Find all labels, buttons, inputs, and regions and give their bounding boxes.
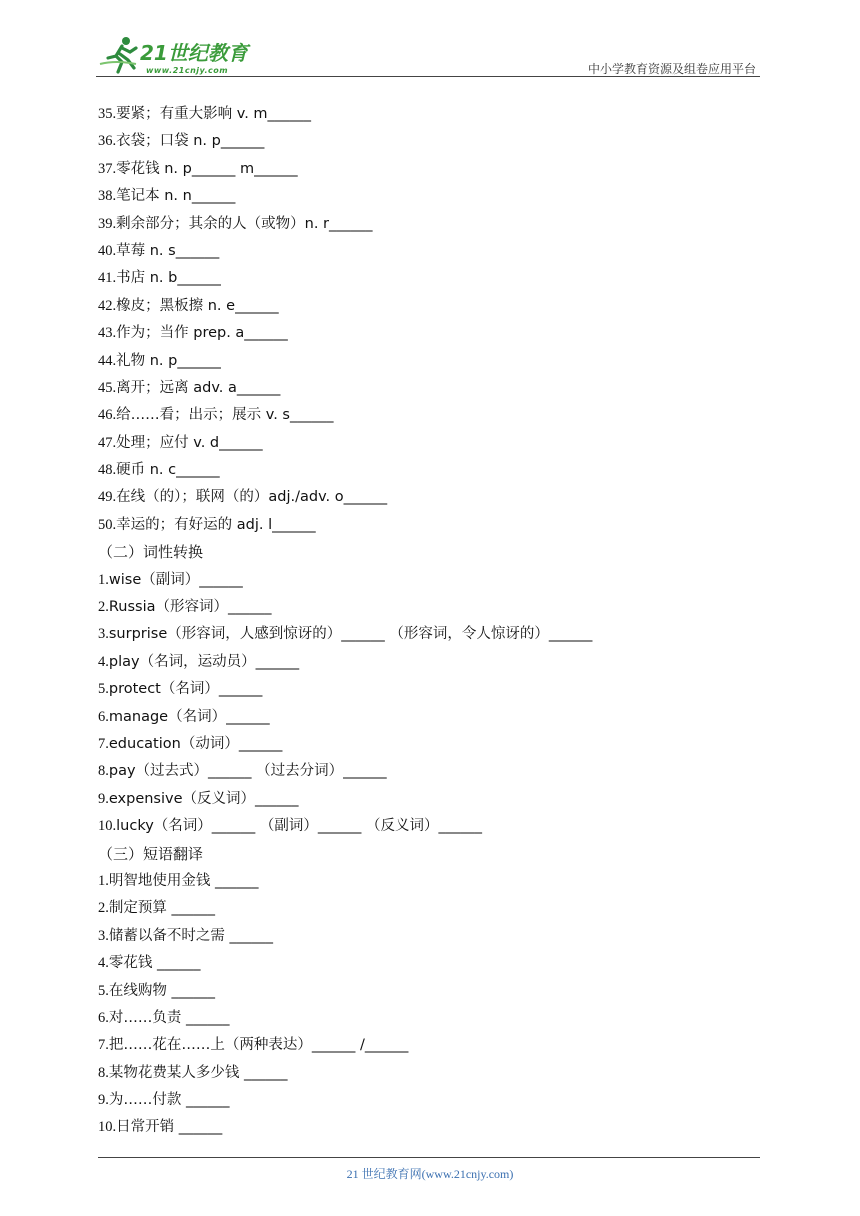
item-text: manage（名词）______ <box>108 708 270 725</box>
word-form-item <box>98 567 758 594</box>
item-number: 40. <box>98 242 117 259</box>
phrase-item <box>98 978 758 1005</box>
item-number: 48. <box>98 462 117 479</box>
phrase-item <box>98 1114 758 1141</box>
item-number: 41. <box>98 270 117 287</box>
vocab-item <box>98 265 758 292</box>
item-number: 5. <box>98 982 109 999</box>
word-form-item <box>98 594 758 621</box>
item-text: wise（副词）______ <box>108 571 243 588</box>
phrase-item <box>98 1032 758 1059</box>
item-text: 橡皮；黑板擦 n. e______ <box>116 297 279 314</box>
footer-divider <box>98 1157 760 1158</box>
item-text: 把……花在……上（两种表达）______ /______ <box>108 1037 409 1054</box>
item-text: 零花钱 ______ <box>108 955 201 972</box>
item-number: 9. <box>98 790 109 807</box>
item-number: 2. <box>98 599 109 616</box>
word-form-item <box>98 786 758 813</box>
word-forms-list <box>98 567 758 841</box>
item-text: 幸运的；有好运的 adj. l______ <box>116 516 316 533</box>
vocab-item <box>98 211 758 238</box>
item-number: 44. <box>98 352 117 369</box>
item-text: 在线购物 ______ <box>108 982 215 999</box>
vocab-item <box>98 183 758 210</box>
item-number: 38. <box>98 188 117 205</box>
vocab-item <box>98 320 758 347</box>
vocab-item <box>98 293 758 320</box>
section-title-phrases: （三）短语翻译 <box>98 844 204 863</box>
vocab-item <box>98 348 758 375</box>
phrase-item <box>98 868 758 895</box>
section-title-word-forms: （二）词性转换 <box>98 543 204 562</box>
site-logo <box>96 34 266 78</box>
header-platform-text: 中小学教育资源及组卷应用平台 <box>587 62 756 76</box>
word-form-item <box>98 676 758 703</box>
item-text: 笔记本 n. n______ <box>116 188 236 205</box>
phrases-list <box>98 868 758 1142</box>
vocab-list <box>98 101 758 539</box>
page-footer: 21 世纪教育网(www.21cnjy.com) <box>346 1167 514 1181</box>
worksheet-content <box>98 101 758 1142</box>
item-number: 1. <box>98 571 109 588</box>
item-text: 剩余部分；其余的人（或物）n. r______ <box>116 215 373 232</box>
item-text: 日常开销 ______ <box>116 1119 223 1136</box>
vocab-item <box>98 484 758 511</box>
vocab-item <box>98 457 758 484</box>
item-number: 6. <box>98 708 109 725</box>
item-text: 给……看；出示；展示 v. s______ <box>116 407 334 424</box>
item-text: 零花钱 n. p______ m______ <box>116 160 298 177</box>
word-form-item <box>98 731 758 758</box>
item-text: 对……负责 ______ <box>108 1009 230 1026</box>
vocab-item <box>98 238 758 265</box>
item-number: 1. <box>98 872 109 889</box>
vocab-item <box>98 402 758 429</box>
item-text: surprise（形容词，人感到惊讶的）______ （形容词，令人惊讶的）______ <box>108 626 593 643</box>
item-number: 2. <box>98 900 109 917</box>
item-number: 5. <box>98 681 109 698</box>
item-text: 礼物 n. p______ <box>116 352 221 369</box>
item-number: 9. <box>98 1092 109 1109</box>
item-number: 3. <box>98 927 109 944</box>
item-number: 37. <box>98 160 117 177</box>
word-form-item <box>98 621 758 648</box>
item-number: 10. <box>98 1119 117 1136</box>
item-number: 39. <box>98 215 117 232</box>
item-text: pay（过去式）______ （过去分词）______ <box>108 763 387 780</box>
item-number: 46. <box>98 407 117 424</box>
item-number: 36. <box>98 133 117 150</box>
vocab-item <box>98 101 758 128</box>
phrase-item <box>98 1060 758 1087</box>
item-text: 某物花费某人多少钱 ______ <box>108 1064 288 1081</box>
word-form-item <box>98 704 758 731</box>
item-text: 在线（的）；联网（的）adj./adv. o______ <box>116 489 388 506</box>
item-number: 10. <box>98 818 117 835</box>
item-text: 草莓 n. s______ <box>116 242 220 259</box>
item-number: 47. <box>98 434 117 451</box>
word-form-item <box>98 758 758 785</box>
item-text: 书店 n. b______ <box>116 270 221 287</box>
item-text: 硬币 n. c______ <box>116 462 220 479</box>
item-number: 49. <box>98 489 117 506</box>
word-form-item <box>98 813 758 840</box>
item-text: 储蓄以备不时之需 ______ <box>108 927 273 944</box>
logo-graphic <box>96 34 266 78</box>
item-number: 7. <box>98 1037 109 1054</box>
svg-text:www.21cnjy.com: www.21cnjy.com <box>146 66 229 75</box>
item-text: 离开；远离 adv. a______ <box>116 379 281 396</box>
item-text: 处理；应付 v. d______ <box>116 434 263 451</box>
word-form-item <box>98 649 758 676</box>
svg-text:21世纪教育: 21世纪教育 <box>140 41 248 65</box>
item-number: 4. <box>98 955 109 972</box>
item-number: 8. <box>98 1064 109 1081</box>
item-text: 为……付款 ______ <box>108 1092 230 1109</box>
item-number: 6. <box>98 1009 109 1026</box>
item-number: 7. <box>98 735 109 752</box>
item-text: 衣袋；口袋 n. p______ <box>116 133 265 150</box>
vocab-item <box>98 128 758 155</box>
vocab-item <box>98 512 758 539</box>
phrase-item <box>98 1087 758 1114</box>
item-text: expensive（反义词）______ <box>108 790 299 807</box>
item-number: 35. <box>98 106 117 122</box>
item-text: 明智地使用金钱 ______ <box>108 872 259 889</box>
item-number: 43. <box>98 325 117 342</box>
item-text: 制定预算 ______ <box>108 900 215 917</box>
phrase-item <box>98 895 758 922</box>
phrase-item <box>98 1005 758 1032</box>
vocab-item <box>98 375 758 402</box>
vocab-item <box>98 430 758 457</box>
item-text: 作为；当作 prep. a______ <box>116 325 288 342</box>
page-header <box>96 34 760 78</box>
item-text: 要紧；有重大影响 v. m______ <box>116 106 312 122</box>
vocab-item <box>98 156 758 183</box>
item-text: play（名词，运动员）______ <box>108 653 300 670</box>
item-text: lucky（名词）______ （副词）______ （反义词）______ <box>116 818 482 835</box>
phrase-item <box>98 923 758 950</box>
phrase-item <box>98 950 758 977</box>
item-number: 3. <box>98 626 109 643</box>
item-text: protect（名词）______ <box>108 681 263 698</box>
item-number: 42. <box>98 297 117 314</box>
item-number: 50. <box>98 516 117 533</box>
item-number: 4. <box>98 653 109 670</box>
item-number: 8. <box>98 763 109 780</box>
item-text: education（动词）______ <box>108 735 283 752</box>
item-text: Russia（形容词）______ <box>108 599 272 616</box>
header-divider <box>96 76 760 77</box>
item-number: 45. <box>98 379 117 396</box>
